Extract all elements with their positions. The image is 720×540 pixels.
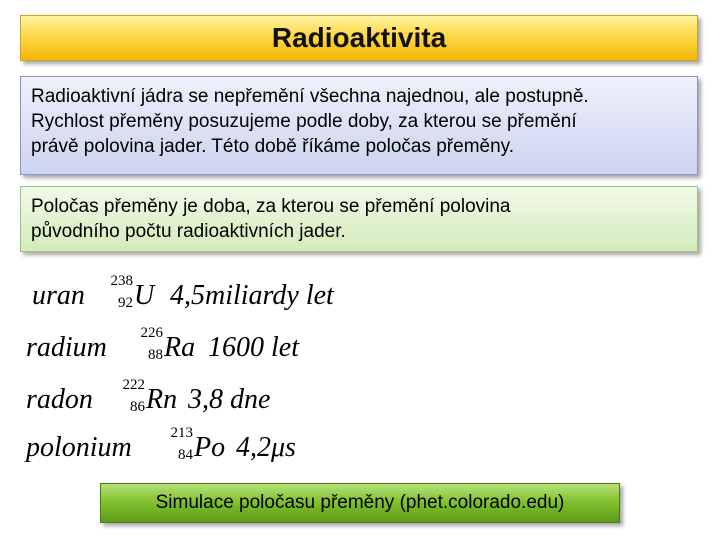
atomic-number: 84 bbox=[178, 447, 193, 463]
atomic-number: 92 bbox=[118, 295, 133, 311]
nuclide-symbol bbox=[170, 425, 226, 464]
element-symbol: Po bbox=[194, 432, 226, 463]
half-life-value: 1600 let bbox=[208, 332, 299, 363]
isotope-list bbox=[24, 268, 444, 473]
mass-number: 222 bbox=[122, 377, 145, 393]
nuclide-symbol bbox=[140, 325, 196, 364]
page-title: Radioaktivita bbox=[271, 22, 447, 53]
half-life-value: 4,2μs bbox=[236, 432, 296, 463]
intro-line: právě polovina jader. Této době říkáme poločas přeměny. bbox=[31, 136, 515, 157]
atomic-number: 86 bbox=[130, 399, 145, 415]
half-life-value: 4,5miliardy let bbox=[170, 280, 334, 311]
intro-line: Rychlost přeměny posuzujeme podle doby, za kterou se přemění bbox=[31, 111, 577, 132]
isotope-name: radon bbox=[26, 384, 93, 415]
intro-text-box bbox=[20, 76, 698, 175]
half-life-value: 3,8 dne bbox=[188, 384, 271, 415]
isotope-name: polonium bbox=[26, 432, 132, 463]
definition-line: původního počtu radioaktivních jader. bbox=[31, 221, 346, 242]
element-symbol: Rn bbox=[146, 384, 178, 415]
element-symbol: U bbox=[134, 280, 155, 311]
mass-number: 213 bbox=[170, 425, 193, 441]
element-symbol: Ra bbox=[164, 332, 196, 363]
mass-number: 226 bbox=[140, 325, 163, 341]
mass-number: 238 bbox=[110, 273, 133, 289]
title-banner bbox=[20, 15, 698, 61]
simulation-link-label: Simulace poločasu přeměny (phet.colorado.edu) bbox=[155, 492, 565, 513]
atomic-number: 88 bbox=[148, 347, 163, 363]
definition-box bbox=[20, 186, 698, 252]
simulation-link-button[interactable] bbox=[100, 483, 620, 523]
isotope-name: uran bbox=[32, 280, 85, 311]
intro-line: Radioaktivní jádra se nepřemění všechna najednou, ale postupně. bbox=[31, 86, 589, 107]
isotope-name: radium bbox=[26, 332, 107, 363]
definition-line: Poločas přeměny je doba, za kterou se přemění polovina bbox=[31, 196, 511, 217]
nuclide-symbol bbox=[122, 377, 178, 416]
nuclide-symbol bbox=[110, 273, 155, 312]
